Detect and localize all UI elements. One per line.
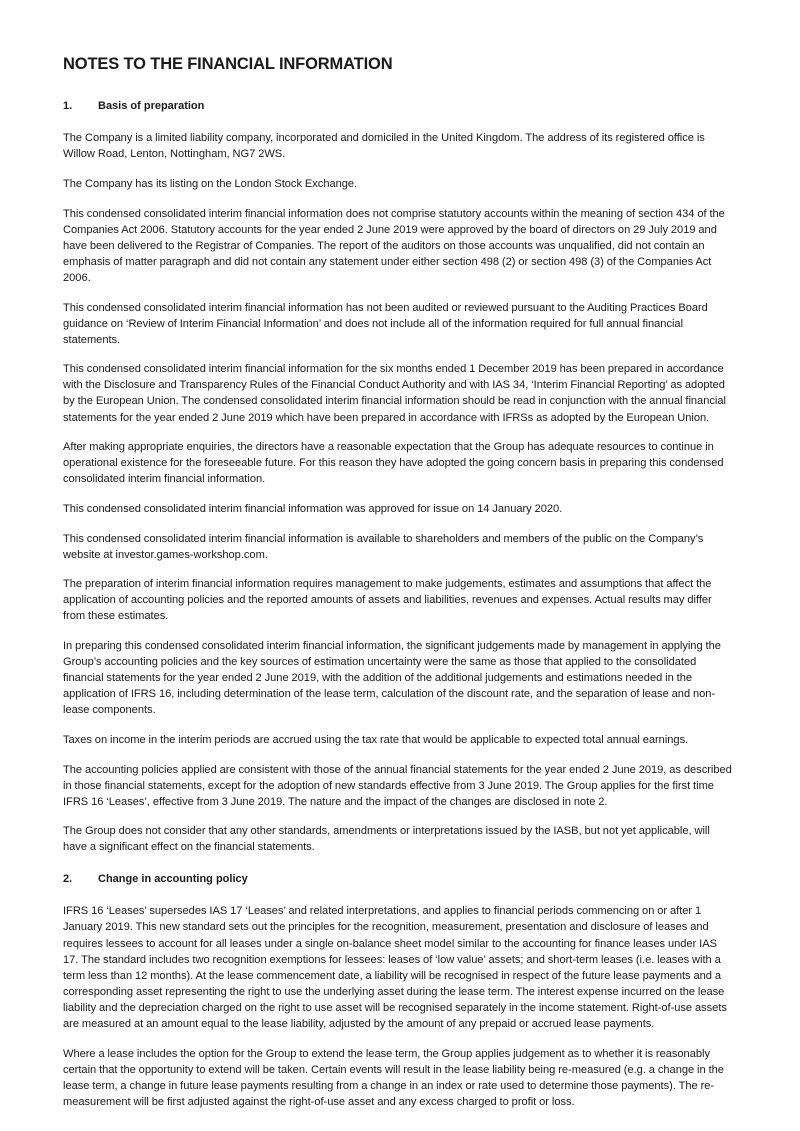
paragraph: This condensed consolidated interim financial information has not been audited or reviewed pursuant to the Auditing Practices Board guidance on ‘Review of Interim Financial Information’ and does not include all of the information required for full annual financial statements. [63,301,708,346]
page-title: NOTES TO THE FINANCIAL INFORMATION [63,55,393,73]
paragraph: Where a lease includes the option for the Group to extend the lease term, the Group applies judgement as to whether it is reasonably certain that the opportunity to extend will be taken. Certain events will result in the lease liability being re-measured (e.g. a change in the lease term, a change in future lease payments resulting from a change in an index or rate used to determine those payments). The re-measurement will be first adjusted against the right-of-use asset and any excess charged to profit or loss. [63,1047,724,1108]
paragraph: The accounting policies applied are consistent with those of the annual financial statements for the year ended 2 June 2019, as described in those financial statements, except for the adoption of new standards effective from 3 June 2019. The Group applies for the first time IFRS 16 ‘Leases’, effective from 3 June 2019. The nature and the impact of the changes are disclosed in note 2. [63,763,732,808]
paragraph: This condensed consolidated interim financial information does not comprise statutory accounts within the meaning of section 434 of the Companies Act 2006. Statutory accounts for the year ended 2 June 2019 were approved by the board of directors on 29 July 2019 and have been delivered to the Registrar of Companies. The report of the auditors on those accounts was unqualified, did not contain an emphasis of matter paragraph and did not contain any statement under either section 498 (2) or section 498 (3) of the Companies Act 2006. [63,207,725,284]
paragraph: This condensed consolidated interim financial information is available to shareholders and members of the public on the Company’s website at investor.games-workshop.com. [63,532,704,561]
section-number-2: 2. [63,873,73,886]
paragraph: Taxes on income in the interim periods are accrued using the tax rate that would be applicable to expected total annual earnings. [63,733,689,746]
paragraph: IFRS 16 ‘Leases’ supersedes IAS 17 ‘Leases’ and related interpretations, and applies to financial periods commencing on or after 1 January 2019. This new standard sets out the principles for the recognition, measurement, presentation and disclosure of leases and requires lessees to account for all leases under a single on-balance sheet model similar to the accounting for finance leases under IAS 17. The standard includes two recognition exemptions for lessees: leases of ‘low value’ assets; and short-term leases (i.e. leases with a term less than 12 months). At the lease commencement date, a liability will be recognised in respect of the future lease payments and a corresponding asset representing the right to use the underlying asset during the lease term. The interest expense incurred on the lease liability and the depreciation charged on the right to use asset will be recognised separately in the income statement. Right-of-use assets are measured at an amount equal to the lease liability, adjusted by the amount of any prepaid or accrued lease payments. [63,905,727,1030]
paragraph: In preparing this condensed consolidated interim financial information, the significant judgements made by management in applying the Group’s accounting policies and the key sources of estimation uncertainty were the same as those that applied to the consolidated financial statements for the year ended 2 June 2019, with the addition of the additional judgements and estimations needed in the application of IFRS 16, including determination of the lease term, calculation of the discount rate, and the separation of lease and non-lease components. [63,640,721,717]
section-heading-1 [63,99,735,113]
paragraph: The Group does not consider that any other standards, amendments or interpretations issued by the IASB, but not yet applicable, will have a significant effect on the financial statements. [63,825,710,854]
section-heading-2 [63,872,735,886]
section-title-1: Basis of preparation [98,99,205,112]
paragraph: The Company is a limited liability company, incorporated and domiciled in the United Kingdom. The address of its registered office is Willow Road, Lenton, Nottingham, NG7 2WS. [63,132,705,161]
section-number-1: 1. [63,99,73,112]
paragraph: This condensed consolidated interim financial information was approved for issue on 14 January 2020. [63,502,563,515]
paragraph: This condensed consolidated interim financial information for the six months ended 1 December 2019 has been prepared in accordance with the Disclosure and Transparency Rules of the Financial Conduct Authority and with IAS 34, ‘Interim Financial Reporting’ as adopted by the European Union. The condensed consolidated interim financial information should be read in conjunction with the annual financial statements for the year ended 2 June 2019 which have been prepared in accordance with IFRSs as adopted by the European Union. [63,363,726,424]
paragraph: The preparation of interim financial information requires management to make judgements, estimates and assumptions that affect the application of accounting policies and the reported amounts of assets and liabilities, revenues and expenses. Actual results may differ from these estimates. [63,578,712,623]
paragraph: The Company has its listing on the London Stock Exchange. [63,177,358,190]
paragraph: After making appropriate enquiries, the directors have a reasonable expectation that the Group has adequate resources to continue in operational existence for the foreseeable future. For this reason they have adopted the going concern basis in preparing this condensed consolidated interim financial information. [63,441,724,486]
section-title-2: Change in accounting policy [98,873,248,886]
